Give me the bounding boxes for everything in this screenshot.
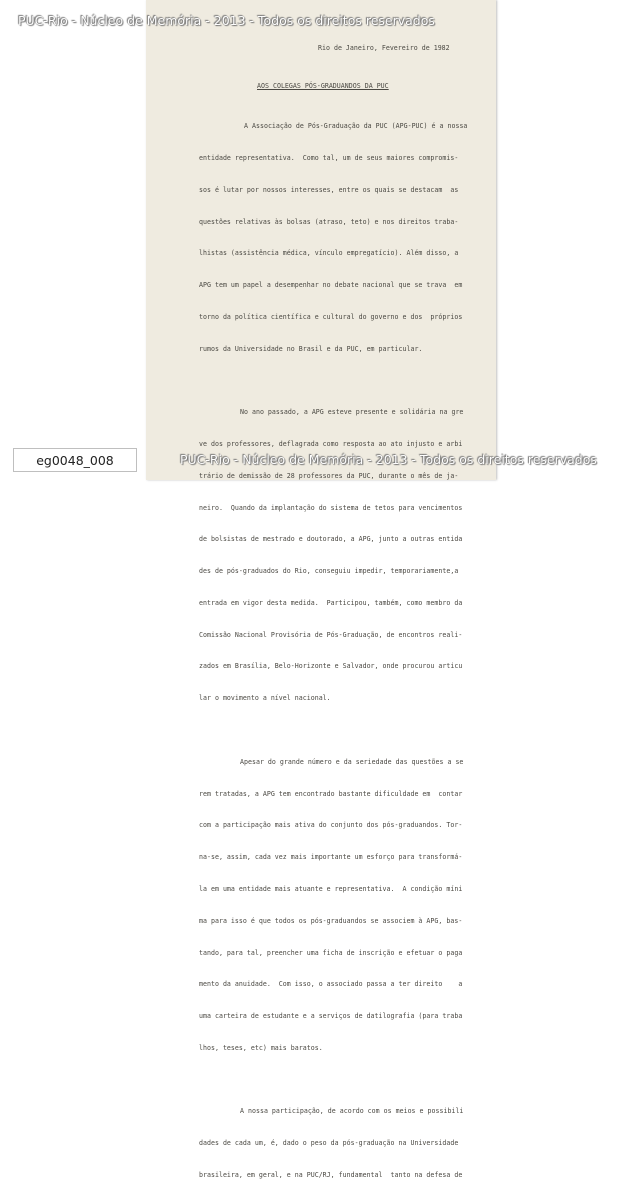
- body-line: rumos da Universidade no Brasil e da PUC, em particular.: [199, 344, 423, 353]
- body-line: lhistas (assistência médica, vínculo empregatício). Além disso, a: [199, 249, 459, 258]
- body-line: na-se, assim, cada vez mais importante um esforço para transformá-: [199, 853, 463, 862]
- left-margin-panel: [0, 0, 146, 480]
- copyright-watermark-top: PUC-Rio - Núcleo de Memória - 2013 - Todos os direitos reservados: [18, 13, 435, 28]
- body-line: neiro. Quando da implantação do sistema de tetos para vencimentos: [199, 503, 463, 512]
- copyright-watermark-bottom: PUC-Rio - Núcleo de Memória - 2013 - Todos os direitos reservados: [180, 452, 597, 467]
- letter-heading: AOS COLEGAS PÓS-GRADUANDOS DA PUC: [257, 82, 389, 90]
- body-line: lar o movimento a nível nacional.: [199, 694, 331, 703]
- body-line: torno da política científica e cultural do governo e dos próprios: [199, 312, 463, 321]
- body-line: zados em Brasília, Belo-Horizonte e Salvador, onde procurou articu: [199, 662, 463, 671]
- body-line: de bolsistas de mestrado e doutorado, a APG, junto a outras entida: [199, 535, 463, 544]
- body-line: rem tratadas, a APG tem encontrado bastante dificuldade em contar: [199, 789, 463, 798]
- body-line: brasileira, em geral, e na PUC/RJ, fundamental tanto na defesa de: [199, 1170, 463, 1179]
- body-line: uma carteira de estudante e a serviços de datilografia (para traba: [199, 1012, 463, 1021]
- body-line: dades de cada um, é, dado o peso da pós-graduação na Universidade: [199, 1139, 459, 1148]
- body-line: [199, 725, 462, 736]
- body-line: questões relativas às bolsas (atraso, teto) e nos direitos traba-: [199, 217, 459, 226]
- body-line: A Associação de Pós-Graduação da PUC (APG-PUC) é a nossa: [244, 122, 468, 131]
- right-margin-panel: [496, 0, 640, 480]
- document-id-label: eg0048_008: [13, 448, 137, 472]
- body-line: No ano passado, a APG esteve presente e solidária na gre: [240, 408, 464, 417]
- body-line: [199, 375, 462, 386]
- body-line: APG tem um papel a desempenhar no debate nacional que se trava em: [199, 281, 463, 290]
- body-line: tando, para tal, preencher uma ficha de inscrição e efetuar o paga: [199, 948, 463, 957]
- body-line: entidade representativa. Como tal, um de seus maiores compromis-: [199, 153, 459, 162]
- body-line: la em uma entidade mais atuante e representativa. A condição míni: [199, 884, 463, 893]
- body-line: entrada em vigor desta medida. Participou, também, como membro da: [199, 598, 463, 607]
- body-line: mento da anuidade. Com isso, o associado passa a ter direito a: [199, 980, 463, 989]
- letter-date: Rio de Janeiro, Fevereiro de 1982: [318, 44, 450, 52]
- body-line: sos é lutar por nossos interesses, entre os quais se destacam as: [199, 185, 459, 194]
- body-line: des de pós-graduados do Rio, conseguiu impedir, temporariamente,a: [199, 567, 459, 576]
- body-line: Comissão Nacional Provisória de Pós-Graduação, de encontros reali-: [199, 630, 463, 639]
- body-line: ve dos professores, deflagrada como resposta ao ato injusto e arbi: [199, 440, 463, 448]
- letter-body: [199, 100, 507, 1191]
- body-line: A nossa participação, de acordo com os meios e possibili: [240, 1107, 464, 1116]
- body-line: trário de demissão de 28 professores da PUC, durante o mês de ja-: [199, 471, 459, 480]
- body-line: com a participação mais ativa do conjunto dos pós-graduandos. Tor-: [199, 821, 463, 830]
- body-line: [199, 1075, 462, 1086]
- body-line: Apesar do grande número e da seriedade das questões a se: [240, 757, 464, 766]
- body-line: ma para isso é que todos os pós-graduandos se associem à APG, bas-: [199, 916, 463, 925]
- body-line: lhos, teses, etc) mais baratos.: [199, 1043, 323, 1052]
